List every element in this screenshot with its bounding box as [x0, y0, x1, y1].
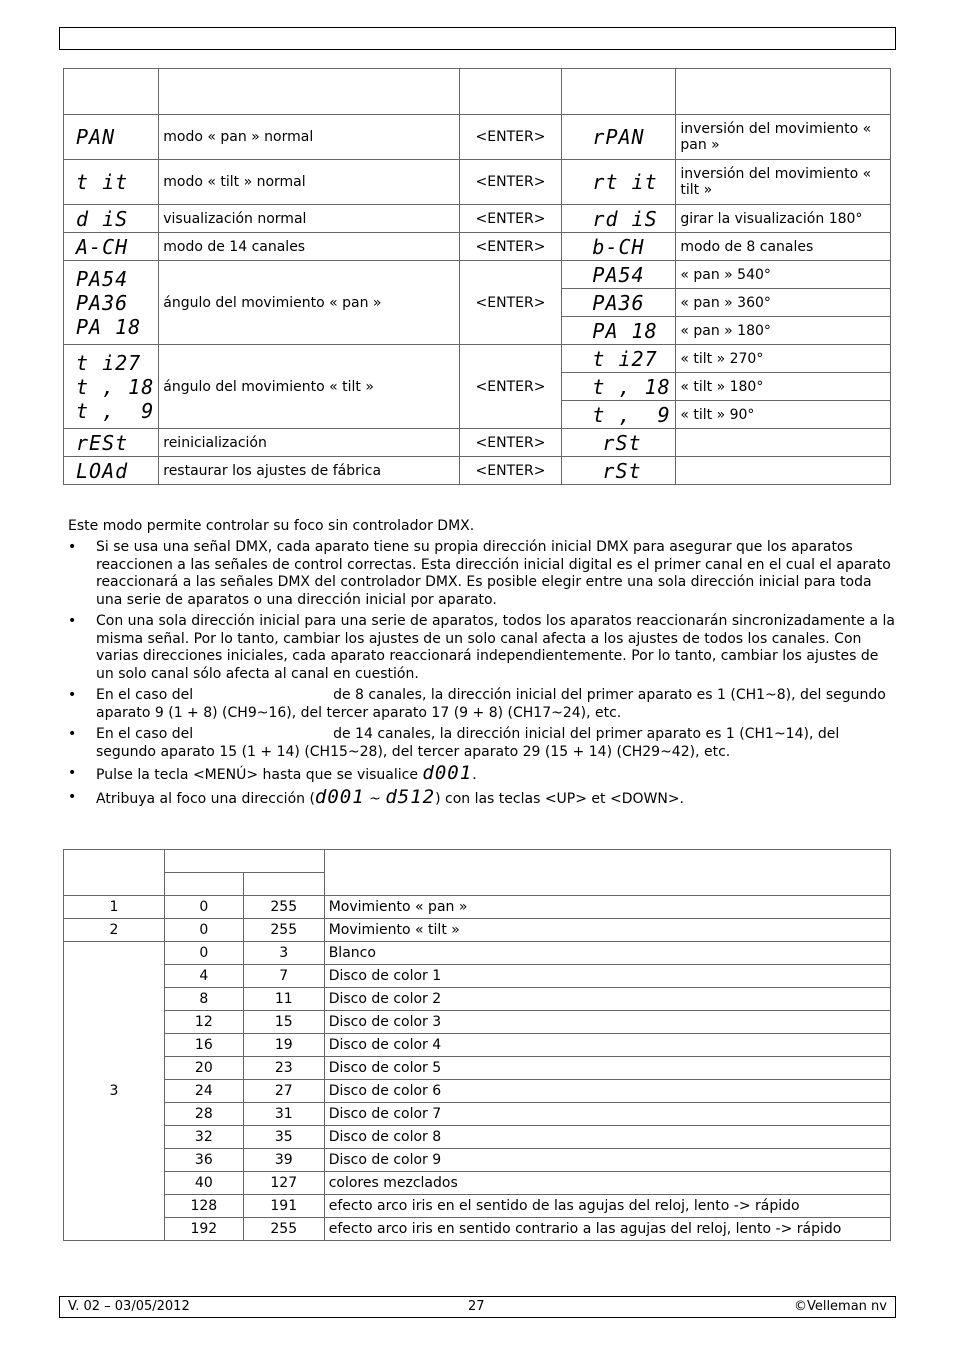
- table-row: [64, 160, 891, 205]
- value-from: 192: [164, 1218, 243, 1241]
- function-desc: Disco de color 1: [324, 965, 890, 988]
- page-footer: [59, 1296, 896, 1318]
- table-row: [64, 1057, 891, 1080]
- result-desc: « pan » 180°: [676, 317, 891, 345]
- result-desc: « tilt » 90°: [676, 401, 891, 429]
- key-label: <ENTER>: [459, 261, 562, 345]
- channel-number: 3: [64, 942, 165, 1241]
- value-from: 0: [164, 919, 243, 942]
- lcd-code: d001: [422, 762, 473, 784]
- bullet-text: Atribuya al foco una dirección (: [96, 790, 315, 807]
- intro-paragraph: Este modo permite controlar su foco sin controlador DMX.: [68, 518, 475, 534]
- value-to: 23: [243, 1057, 324, 1080]
- list-item: [68, 726, 898, 761]
- list-item: [68, 785, 898, 809]
- table-row: [64, 457, 891, 485]
- value-to: 191: [243, 1195, 324, 1218]
- lcd-code: PAN: [76, 125, 116, 149]
- bullet-icon: •: [68, 726, 77, 742]
- table-row: [64, 261, 891, 289]
- lcd-code: rt it: [592, 170, 658, 194]
- bullet-text: de 8 canales, la dirección inicial del primer aparato es 1 (CH1~8), del segundo aparato 9 (1 + 8) (CH9~16), del tercer aparato 17 (9 + 8) (CH17~24), etc.: [96, 687, 886, 721]
- dmx-channel-table: [63, 849, 891, 1241]
- setting-desc: reinicialización: [159, 429, 459, 457]
- bullet-text: .: [472, 767, 477, 783]
- result-desc: modo de 8 canales: [676, 233, 891, 261]
- setting-desc: modo « pan » normal: [159, 115, 459, 160]
- lcd-code: t it: [76, 170, 129, 194]
- function-desc: Disco de color 6: [324, 1080, 890, 1103]
- bullet-text: Pulse la tecla <MENÚ> hasta que se visualice: [96, 767, 423, 783]
- lcd-code: PA36: [592, 290, 645, 315]
- result-desc: « tilt » 180°: [676, 373, 891, 401]
- table-row: [64, 345, 891, 373]
- key-label: <ENTER>: [459, 233, 562, 261]
- function-desc: Disco de color 7: [324, 1103, 890, 1126]
- value-from: 16: [164, 1034, 243, 1057]
- lcd-code: A-CH: [76, 234, 129, 259]
- value-to: 19: [243, 1034, 324, 1057]
- table-row: [64, 988, 891, 1011]
- footer-page-number: 27: [468, 1299, 485, 1314]
- key-label: <ENTER>: [459, 205, 562, 233]
- value-from: 28: [164, 1103, 243, 1126]
- lcd-code: b-CH: [592, 234, 645, 259]
- value-from: 0: [164, 896, 243, 919]
- table-row: [64, 233, 891, 261]
- table-row: [64, 1149, 891, 1172]
- menu-settings-table: [63, 68, 891, 485]
- bullet-text: ~: [364, 790, 386, 807]
- value-from: 8: [164, 988, 243, 1011]
- table-row: [64, 1126, 891, 1149]
- bullet-text: Con una sola dirección inicial para una serie de aparatos, todos los aparatos reaccionarán sincronizadamente a la misma señal. Por lo tanto, cambiar los ajustes de un solo canal afecta a los ajustes de todos los canales. Con varias direcciones iniciales, cada aparato reaccionará independientemente. Por lo tanto, cambiar los ajustes de un solo canal sólo afecta al canal en cuestión.: [96, 613, 895, 682]
- value-to: 127: [243, 1172, 324, 1195]
- lcd-code: rSt: [602, 458, 642, 483]
- lcd-code: t i27: [592, 346, 658, 371]
- function-desc: Movimiento « pan »: [324, 896, 890, 919]
- list-item: [68, 613, 898, 683]
- value-to: 3: [243, 942, 324, 965]
- table-row: [64, 1080, 891, 1103]
- lcd-code: t , 18: [592, 374, 671, 399]
- function-desc: Blanco: [324, 942, 890, 965]
- function-desc: Disco de color 5: [324, 1057, 890, 1080]
- bullet-text: Si se usa una señal DMX, cada aparato tiene su propia dirección inicial DMX para asegurar que los aparatos reaccionen a las señales de control correctas. Esta dirección inicial digital es el primer canal en el cual el aparato reaccionará a las señales DMX del controlador DMX. Es posible elegir entre una sola dirección inicial para toda una serie de aparatos o una dirección inicial por aparato.: [96, 539, 891, 608]
- result-desc: [676, 457, 891, 485]
- table-row: [64, 1218, 891, 1241]
- value-to: 255: [243, 919, 324, 942]
- setting-desc: visualización normal: [159, 205, 459, 233]
- table-header-row: [64, 69, 891, 115]
- lcd-code: rSt: [602, 430, 642, 455]
- bullet-icon: •: [68, 788, 77, 805]
- table-row: [64, 429, 891, 457]
- setting-desc: ángulo del movimiento « tilt »: [159, 345, 459, 429]
- lcd-code: d iS: [76, 206, 129, 231]
- function-desc: Disco de color 4: [324, 1034, 890, 1057]
- lcd-code: t , 9: [592, 402, 671, 427]
- value-from: 40: [164, 1172, 243, 1195]
- function-desc: Disco de color 3: [324, 1011, 890, 1034]
- table-row: [64, 205, 891, 233]
- result-desc: « pan » 540°: [676, 261, 891, 289]
- table-row: [64, 1172, 891, 1195]
- lcd-code: rPAN: [592, 125, 645, 149]
- value-from: 36: [164, 1149, 243, 1172]
- key-label: <ENTER>: [459, 345, 562, 429]
- result-desc: inversión del movimiento « tilt »: [676, 160, 891, 205]
- table-row: [64, 1195, 891, 1218]
- lcd-code: d001: [314, 785, 365, 808]
- result-desc: « pan » 360°: [676, 289, 891, 317]
- value-to: 15: [243, 1011, 324, 1034]
- key-label: <ENTER>: [459, 457, 562, 485]
- bullet-text: ) con las teclas <UP> et <DOWN>.: [435, 790, 684, 807]
- list-item: [68, 539, 898, 609]
- table-row: [64, 919, 891, 942]
- function-desc: Disco de color 8: [324, 1126, 890, 1149]
- setting-desc: modo « tilt » normal: [159, 160, 459, 205]
- lcd-code: PA 18: [76, 314, 142, 339]
- value-to: 7: [243, 965, 324, 988]
- value-from: 12: [164, 1011, 243, 1034]
- table-row: [64, 942, 891, 965]
- list-item: [68, 687, 898, 722]
- function-desc: efecto arco iris en el sentido de las agujas del reloj, lento -> rápido: [324, 1195, 890, 1218]
- value-to: 255: [243, 896, 324, 919]
- function-desc: Movimiento « tilt »: [324, 919, 890, 942]
- value-to: 11: [243, 988, 324, 1011]
- value-from: 20: [164, 1057, 243, 1080]
- table-row: [64, 1103, 891, 1126]
- value-to: 39: [243, 1149, 324, 1172]
- result-desc: inversión del movimiento « pan »: [676, 115, 891, 160]
- channel-number: 1: [64, 896, 165, 919]
- value-to: 31: [243, 1103, 324, 1126]
- lcd-code: LOAd: [76, 458, 129, 483]
- result-desc: [676, 429, 891, 457]
- setting-desc: modo de 14 canales: [159, 233, 459, 261]
- lcd-code: t , 18: [76, 374, 155, 399]
- setting-desc: ángulo del movimiento « pan »: [159, 261, 459, 345]
- lcd-code: rESt: [76, 430, 129, 455]
- key-label: <ENTER>: [459, 115, 562, 160]
- table-row: [64, 1011, 891, 1034]
- key-label: <ENTER>: [459, 429, 562, 457]
- value-to: 255: [243, 1218, 324, 1241]
- lcd-code: t , 9: [76, 398, 155, 423]
- result-desc: « tilt » 270°: [676, 345, 891, 373]
- table-row: [64, 965, 891, 988]
- function-desc: Disco de color 2: [324, 988, 890, 1011]
- bullet-icon: •: [68, 765, 77, 781]
- lcd-code: rd iS: [592, 206, 658, 231]
- bullet-icon: •: [68, 687, 77, 703]
- function-desc: Disco de color 9: [324, 1149, 890, 1172]
- value-to: 35: [243, 1126, 324, 1149]
- value-from: 4: [164, 965, 243, 988]
- function-desc: colores mezclados: [324, 1172, 890, 1195]
- header-box: [59, 27, 896, 50]
- table-row: [64, 1034, 891, 1057]
- lcd-code: PA 18: [592, 318, 658, 343]
- value-from: 32: [164, 1126, 243, 1149]
- key-label: <ENTER>: [459, 160, 562, 205]
- bullet-icon: •: [68, 613, 77, 629]
- value-to: 27: [243, 1080, 324, 1103]
- bullet-text: de 14 canales, la dirección inicial del primer aparato es 1 (CH1~14), del segundo aparato 15 (1 + 14) (CH15~28), del tercer aparato 29 (15 + 14) (CH29~42), etc.: [96, 726, 840, 760]
- bullet-list: [68, 539, 898, 812]
- table-row: [64, 896, 891, 919]
- list-item: [68, 762, 898, 785]
- value-from: 24: [164, 1080, 243, 1103]
- channel-number: 2: [64, 919, 165, 942]
- lcd-code: PA54: [76, 266, 129, 291]
- function-desc: efecto arco iris en sentido contrario a las agujas del reloj, lento -> rápido: [324, 1218, 890, 1241]
- table-row: [64, 115, 891, 160]
- value-from: 0: [164, 942, 243, 965]
- lcd-code: PA36: [76, 290, 129, 315]
- footer-version: V. 02 – 03/05/2012: [68, 1299, 190, 1314]
- lcd-code: PA54: [592, 262, 645, 287]
- bullet-prefix: En el caso del: [96, 687, 194, 703]
- lcd-code: d512: [385, 785, 436, 808]
- footer-brand: ©Velleman nv: [793, 1299, 887, 1314]
- bullet-prefix: En el caso del: [96, 726, 194, 742]
- table-header-row: [64, 850, 891, 873]
- result-desc: girar la visualización 180°: [676, 205, 891, 233]
- setting-desc: restaurar los ajustes de fábrica: [159, 457, 459, 485]
- lcd-code: t i27: [76, 350, 142, 375]
- value-from: 128: [164, 1195, 243, 1218]
- bullet-icon: •: [68, 539, 77, 555]
